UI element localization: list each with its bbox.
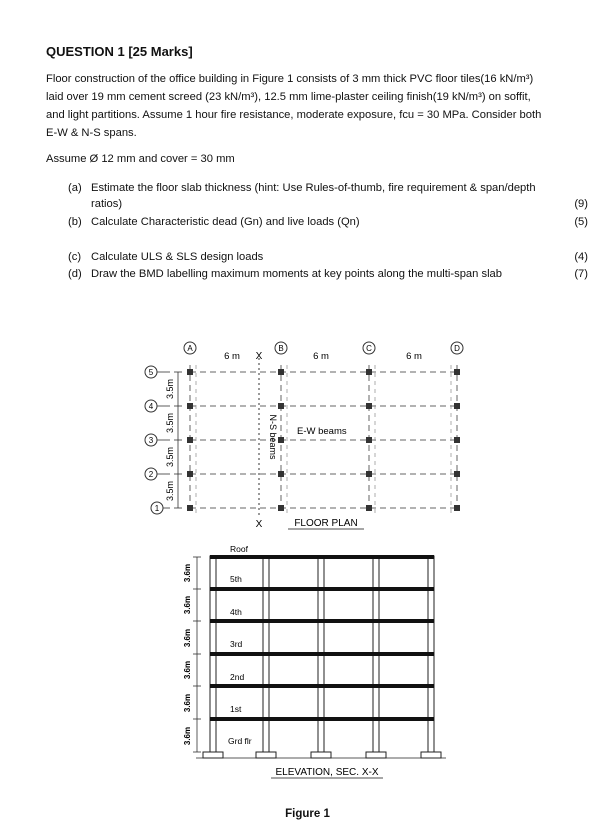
assumption-text: Assume Ø 12 mm and cover = 30 mm (46, 153, 235, 165)
paragraph-line: laid over 19 mm cement screed (23 kN/m³), 12.5 mm lime-plaster ceiling finish(19 kN/m³) on soffit, (46, 91, 531, 103)
grid-row-label: 3 (148, 436, 154, 445)
elevation-title: ELEVATION, SEC. X-X (275, 767, 379, 778)
row-span-label: 3.5m (165, 412, 175, 434)
span-label: 6 m (406, 351, 422, 362)
grid-row-label: 1 (154, 504, 160, 513)
task-marks: (4) (574, 251, 588, 263)
level-label: 3rd (230, 639, 243, 649)
storey-height-label: 3.6m (183, 693, 192, 713)
question-paragraph (46, 70, 591, 142)
task-label: (b) (68, 216, 82, 228)
row-span-label: 3.5m (165, 378, 175, 400)
level-label: 1st (230, 704, 242, 714)
level-label: 5th (230, 574, 242, 584)
row-span-label: 3.5m (165, 446, 175, 468)
paragraph-line: Floor construction of the office building in Figure 1 consists of 3 mm thick PVC floor tiles(16 kN/m³) (46, 73, 534, 85)
task-marks: (7) (574, 268, 588, 280)
task-label: (d) (68, 268, 82, 280)
row-span-label: 3.5m (165, 480, 175, 502)
figure-1-drawing (0, 330, 615, 800)
level-label: 2nd (230, 672, 245, 682)
grid-col-label: A (187, 344, 193, 353)
storey-height-label: 3.6m (183, 563, 192, 583)
span-label: 6 m (313, 351, 329, 362)
storey-height-label: 3.6m (183, 628, 192, 648)
level-label: Roof (230, 544, 248, 554)
figure-caption: Figure 1 (285, 808, 330, 820)
grid-row-label: 4 (148, 402, 154, 411)
task-text: Draw the BMD labelling maximum moments at key points along the multi-span slab (91, 268, 503, 280)
task-text: ratios) (91, 198, 123, 210)
ew-beams-label: E-W beams (297, 426, 347, 437)
storey-height-label: 3.6m (183, 660, 192, 680)
ns-beams-label: N-S beams (268, 414, 278, 460)
floor-plan-title: FLOOR PLAN (294, 518, 358, 529)
storey-height-label: 3.6m (183, 726, 192, 746)
task-text: Calculate Characteristic dead (Gn) and live loads (Qn) (91, 216, 360, 228)
paragraph-line: and light partitions. Assume 1 hour fire resistance, moderate exposure, fcu = 30 MPa. Consider both (46, 109, 542, 121)
storey-height-label: 3.6m (183, 595, 192, 615)
task-text: Calculate ULS & SLS design loads (91, 251, 264, 263)
task-marks: (9) (574, 198, 588, 210)
section-mark-top: X (255, 351, 263, 362)
question-title: QUESTION 1 [25 Marks] (46, 44, 193, 59)
grid-row-label: 5 (148, 368, 154, 377)
level-label: 4th (230, 607, 242, 617)
elevation (183, 544, 446, 778)
task-label: (c) (68, 251, 82, 263)
span-label: 6 m (224, 351, 240, 362)
section-mark-bottom: X (255, 519, 263, 530)
grid-col-label: D (454, 344, 460, 353)
grid-col-label: C (366, 344, 372, 353)
task-marks: (5) (574, 216, 588, 228)
task-text: Estimate the floor slab thickness (hint: Use Rules-of-thumb, fire requirement & span/depth (91, 182, 536, 194)
grid-col-label: B (278, 344, 284, 353)
grid-row-label: 2 (148, 470, 154, 479)
task-label: (a) (68, 182, 82, 194)
paragraph-line: E-W & N-S spans. (46, 127, 137, 139)
floor-plan (145, 342, 463, 530)
level-label: Grd flr (228, 736, 252, 746)
